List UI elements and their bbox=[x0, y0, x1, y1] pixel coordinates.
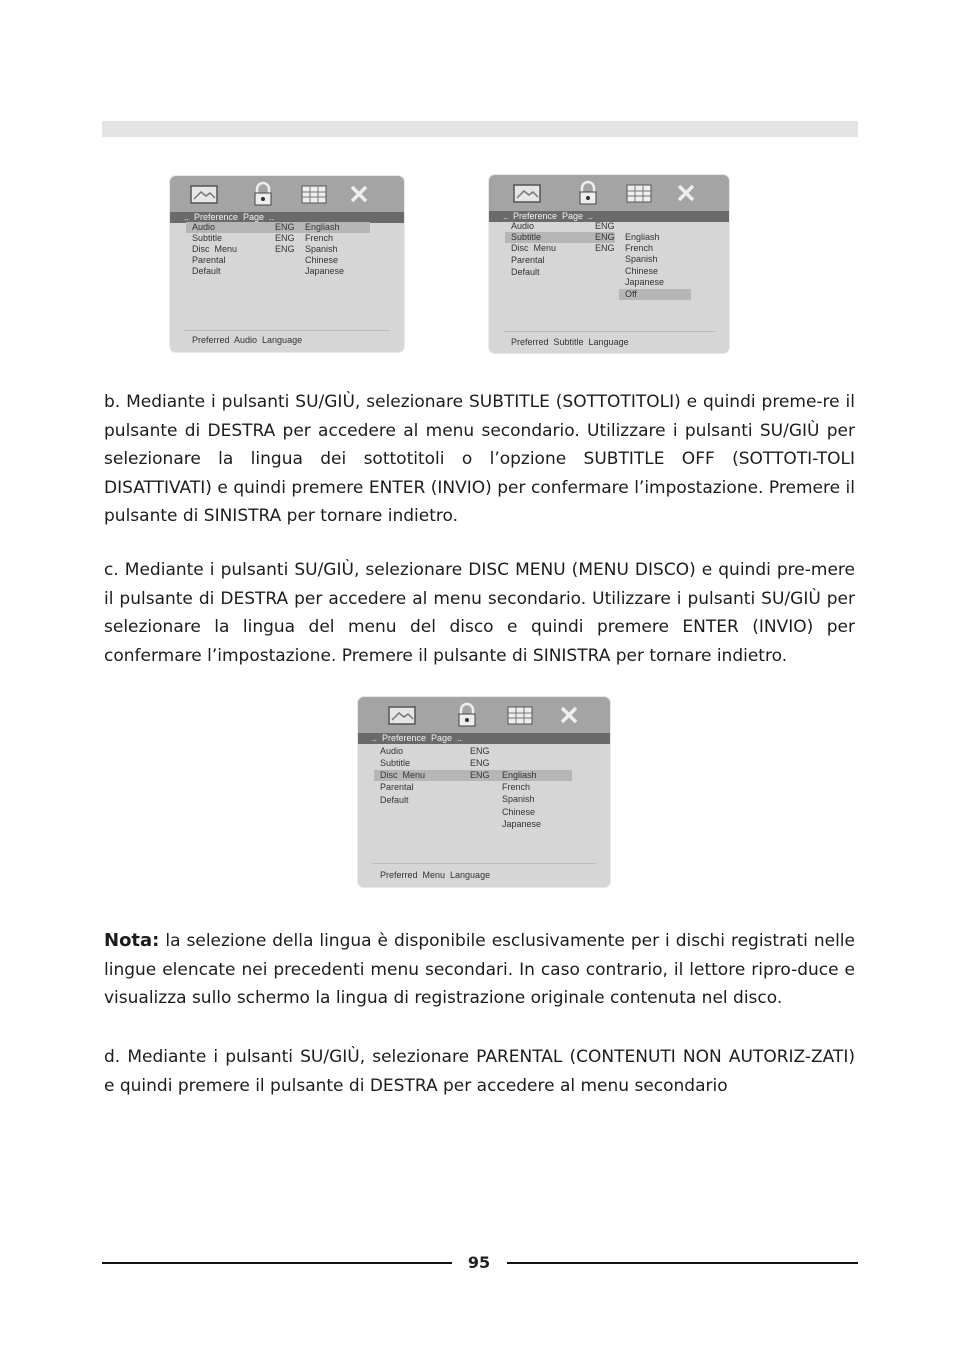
option-item: Spanish bbox=[625, 254, 658, 264]
menu-label-default: Default bbox=[192, 266, 221, 276]
osd-icon-bar bbox=[358, 697, 610, 733]
option-item: Japanese bbox=[625, 277, 665, 287]
osd-header: .. Preference Page .. bbox=[170, 212, 404, 223]
close-icon bbox=[342, 180, 376, 208]
option-item: French bbox=[502, 782, 531, 792]
menu-value: ENG bbox=[275, 222, 295, 232]
note-label: Nota: bbox=[104, 930, 160, 951]
menu-label-parental: Parental bbox=[380, 782, 414, 792]
menu-value: ENG bbox=[470, 758, 490, 768]
option-item: Japanese bbox=[502, 819, 542, 829]
osd-header: .. Preference Page .. bbox=[489, 211, 729, 222]
menu-value: ENG bbox=[470, 770, 490, 780]
osd-footer: Preferred Subtitle Language bbox=[511, 337, 629, 347]
menu-label-disc-menu: Disc Menu bbox=[192, 244, 238, 254]
option-item: Engliash bbox=[502, 770, 537, 780]
osd-icon-bar bbox=[489, 175, 729, 211]
menu-label-subtitle: Subtitle bbox=[380, 758, 411, 768]
lock-icon bbox=[450, 701, 484, 729]
option-item: Chinese bbox=[305, 255, 339, 265]
footer-line-left bbox=[102, 1262, 452, 1264]
menu-label-subtitle: Subtitle bbox=[511, 232, 542, 242]
menu-label-disc-menu: Disc Menu bbox=[380, 770, 426, 780]
menu-value: ENG bbox=[275, 244, 295, 254]
grid-settings-icon bbox=[504, 701, 538, 729]
option-item: Spanish bbox=[502, 794, 535, 804]
option-item: Engliash bbox=[305, 222, 340, 232]
footer-divider bbox=[184, 330, 390, 331]
menu-label-disc-menu: Disc Menu bbox=[511, 243, 557, 253]
menu-value: ENG bbox=[595, 232, 615, 242]
grid-settings-icon bbox=[623, 179, 657, 207]
picture-icon bbox=[386, 701, 420, 729]
menu-label-default: Default bbox=[380, 795, 409, 805]
close-icon bbox=[669, 179, 703, 207]
option-item: French bbox=[625, 243, 654, 253]
lock-icon bbox=[246, 180, 280, 208]
picture-icon bbox=[188, 180, 222, 208]
option-item: French bbox=[305, 233, 334, 243]
menu-label-audio: Audio bbox=[192, 222, 216, 232]
picture-icon bbox=[511, 179, 545, 207]
page-number: 95 bbox=[467, 1253, 491, 1272]
option-item: Spanish bbox=[305, 244, 338, 254]
osd-footer: Preferred Audio Language bbox=[192, 335, 303, 345]
menu-label-parental: Parental bbox=[511, 255, 545, 265]
osd-icon-bar bbox=[170, 176, 404, 212]
footer-line-right bbox=[507, 1262, 858, 1264]
menu-value: ENG bbox=[470, 746, 490, 756]
menu-value: ENG bbox=[595, 243, 615, 253]
menu-label-subtitle: Subtitle bbox=[192, 233, 223, 243]
menu-label-parental: Parental bbox=[192, 255, 226, 265]
menu-value: ENG bbox=[275, 233, 295, 243]
menu-label-audio: Audio bbox=[511, 221, 535, 231]
header-bar bbox=[102, 121, 858, 137]
lock-icon bbox=[571, 179, 605, 207]
osd-disc-menu-language bbox=[358, 697, 610, 887]
osd-subtitle-language bbox=[489, 175, 729, 353]
note-text: la selezione della lingua è disponibile esclusivamente per i dischi registrati nelle lingue elencate nei precedenti menu secondari. In caso contrario, il lettore ripro-duce e visualizza sullo schermo la lingua di registrazione originale contenuta nel disco. bbox=[104, 931, 855, 1008]
menu-label-default: Default bbox=[511, 267, 540, 277]
option-item: Chinese bbox=[502, 807, 536, 817]
grid-settings-icon bbox=[298, 180, 332, 208]
menu-value: ENG bbox=[595, 221, 615, 231]
note-paragraph bbox=[104, 927, 855, 1013]
paragraph-d: d. Mediante i pulsanti SU/GIÙ, selezionare PARENTAL (CONTENUTI NON AUTORIZ-ZATI) e quindi premere il pulsante di DESTRA per accedere al menu secondario bbox=[104, 1047, 855, 1096]
paragraph-c: c. Mediante i pulsanti SU/GIÙ, selezionare DISC MENU (MENU DISCO) e quindi pre-mere il pulsante di DESTRA per accedere al menu secondario. Utilizzare i pulsanti SU/GIÙ per selezionare la lingua del menu del disco e quindi premere ENTER (INVIO) per confermare l’impostazione. Premere il pulsante di SINISTRA per tornare indietro. bbox=[104, 560, 855, 666]
option-item: Chinese bbox=[625, 266, 659, 276]
osd-footer: Preferred Menu Language bbox=[380, 870, 491, 880]
paragraph-b: b. Mediante i pulsanti SU/GIÙ, selezionare SUBTITLE (SOTTOTITOLI) e quindi preme-re il pulsante di DESTRA per accedere al menu secondario. Utilizzare i pulsanti SU/GIÙ per selezionare la lingua dei sottotitoli o l’opzione SUBTITLE OFF (SOTTOTI-TOLI DISATTIVATI) e quindi premere ENTER (INVIO) per confermare l’impostazione. Premere il pulsante di SINISTRA per tornare indietro. bbox=[104, 392, 855, 526]
osd-header: .. Preference Page .. bbox=[358, 733, 610, 744]
menu-label-audio: Audio bbox=[380, 746, 404, 756]
osd-audio-language bbox=[170, 176, 404, 352]
footer-divider bbox=[503, 331, 715, 332]
close-icon bbox=[552, 701, 586, 729]
footer-divider bbox=[372, 863, 596, 864]
option-item: Japanese bbox=[305, 266, 345, 276]
option-item-off: Off bbox=[625, 289, 637, 299]
option-item: Engliash bbox=[625, 232, 660, 242]
